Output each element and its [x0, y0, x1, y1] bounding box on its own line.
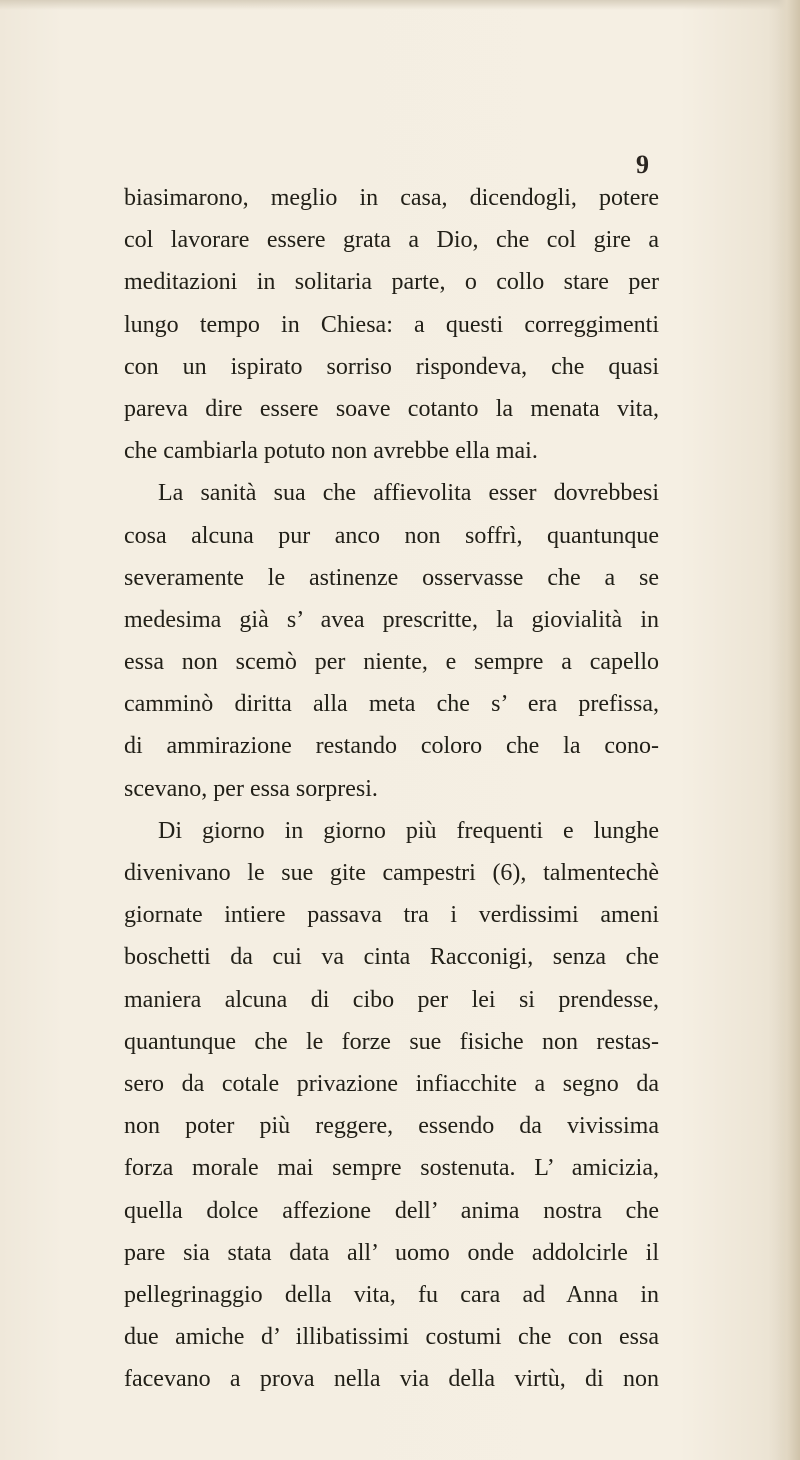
text-line: pare sia stata data all’ uomo onde addolcirle il: [124, 1239, 659, 1266]
text-line: boschetti da cui va cinta Racconigi, senza che: [124, 944, 659, 971]
text-line: meditazioni in solitaria parte, o collo stare per: [124, 269, 659, 296]
page-top-edge: [0, 0, 800, 10]
text-line: lungo tempo in Chiesa: a questi correggimenti: [124, 311, 659, 338]
text-line: severamente le astinenze osservasse che a se: [124, 564, 659, 591]
text-line: quella dolce affezione dell’ anima nostra che: [124, 1197, 659, 1224]
text-line: che cambiarla potuto non avrebbe ella mai.: [124, 438, 538, 465]
page-right-edge: [778, 0, 800, 1460]
text-line: essa non scemò per niente, e sempre a capello: [124, 649, 659, 676]
text-line: medesima già s’ avea prescritte, la giovialità in: [124, 606, 659, 633]
paragraph-start-line: Di giorno in giorno più frequenti e lunghe: [158, 817, 659, 844]
paragraph-start-line: La sanità sua che affievolita esser dovrebbesi: [158, 480, 659, 507]
text-line: camminò diritta alla meta che s’ era prefissa,: [124, 691, 659, 718]
body-text: [124, 177, 659, 1400]
text-line: con un ispirato sorriso rispondeva, che quasi: [124, 353, 659, 380]
text-line: giornate intiere passava tra i verdissimi ameni: [124, 902, 659, 929]
text-line: col lavorare essere grata a Dio, che col gire a: [124, 227, 659, 254]
text-line: forza morale mai sempre sostenuta. L’ amicizia,: [124, 1155, 659, 1182]
text-line: pellegrinaggio della vita, fu cara ad Anna in: [124, 1281, 659, 1308]
text-line: biasimarono, meglio in casa, dicendogli, potere: [124, 185, 659, 211]
text-line: scevano, per essa sorpresi.: [124, 775, 378, 802]
text-line: di ammirazione restando coloro che la cono-: [124, 733, 659, 760]
page-number: 9: [636, 150, 649, 179]
text-line: sero da cotale privazione infiacchite a segno da: [124, 1070, 659, 1097]
text-line: quantunque che le forze sue fisiche non restas-: [124, 1028, 659, 1055]
text-line: pareva dire essere soave cotanto la menata vita,: [124, 395, 659, 422]
text-line: due amiche d’ illibatissimi costumi che con essa: [124, 1324, 659, 1351]
text-line: cosa alcuna pur anco non soffrì, quantunque: [124, 522, 659, 549]
text-line: non poter più reggere, essendo da vivissima: [124, 1113, 659, 1140]
text-line: facevano a prova nella via della virtù, di non: [124, 1366, 659, 1393]
text-line: maniera alcuna di cibo per lei si prendesse,: [124, 986, 659, 1013]
text-line: divenivano le sue gite campestri (6), talmentechè: [124, 860, 659, 886]
